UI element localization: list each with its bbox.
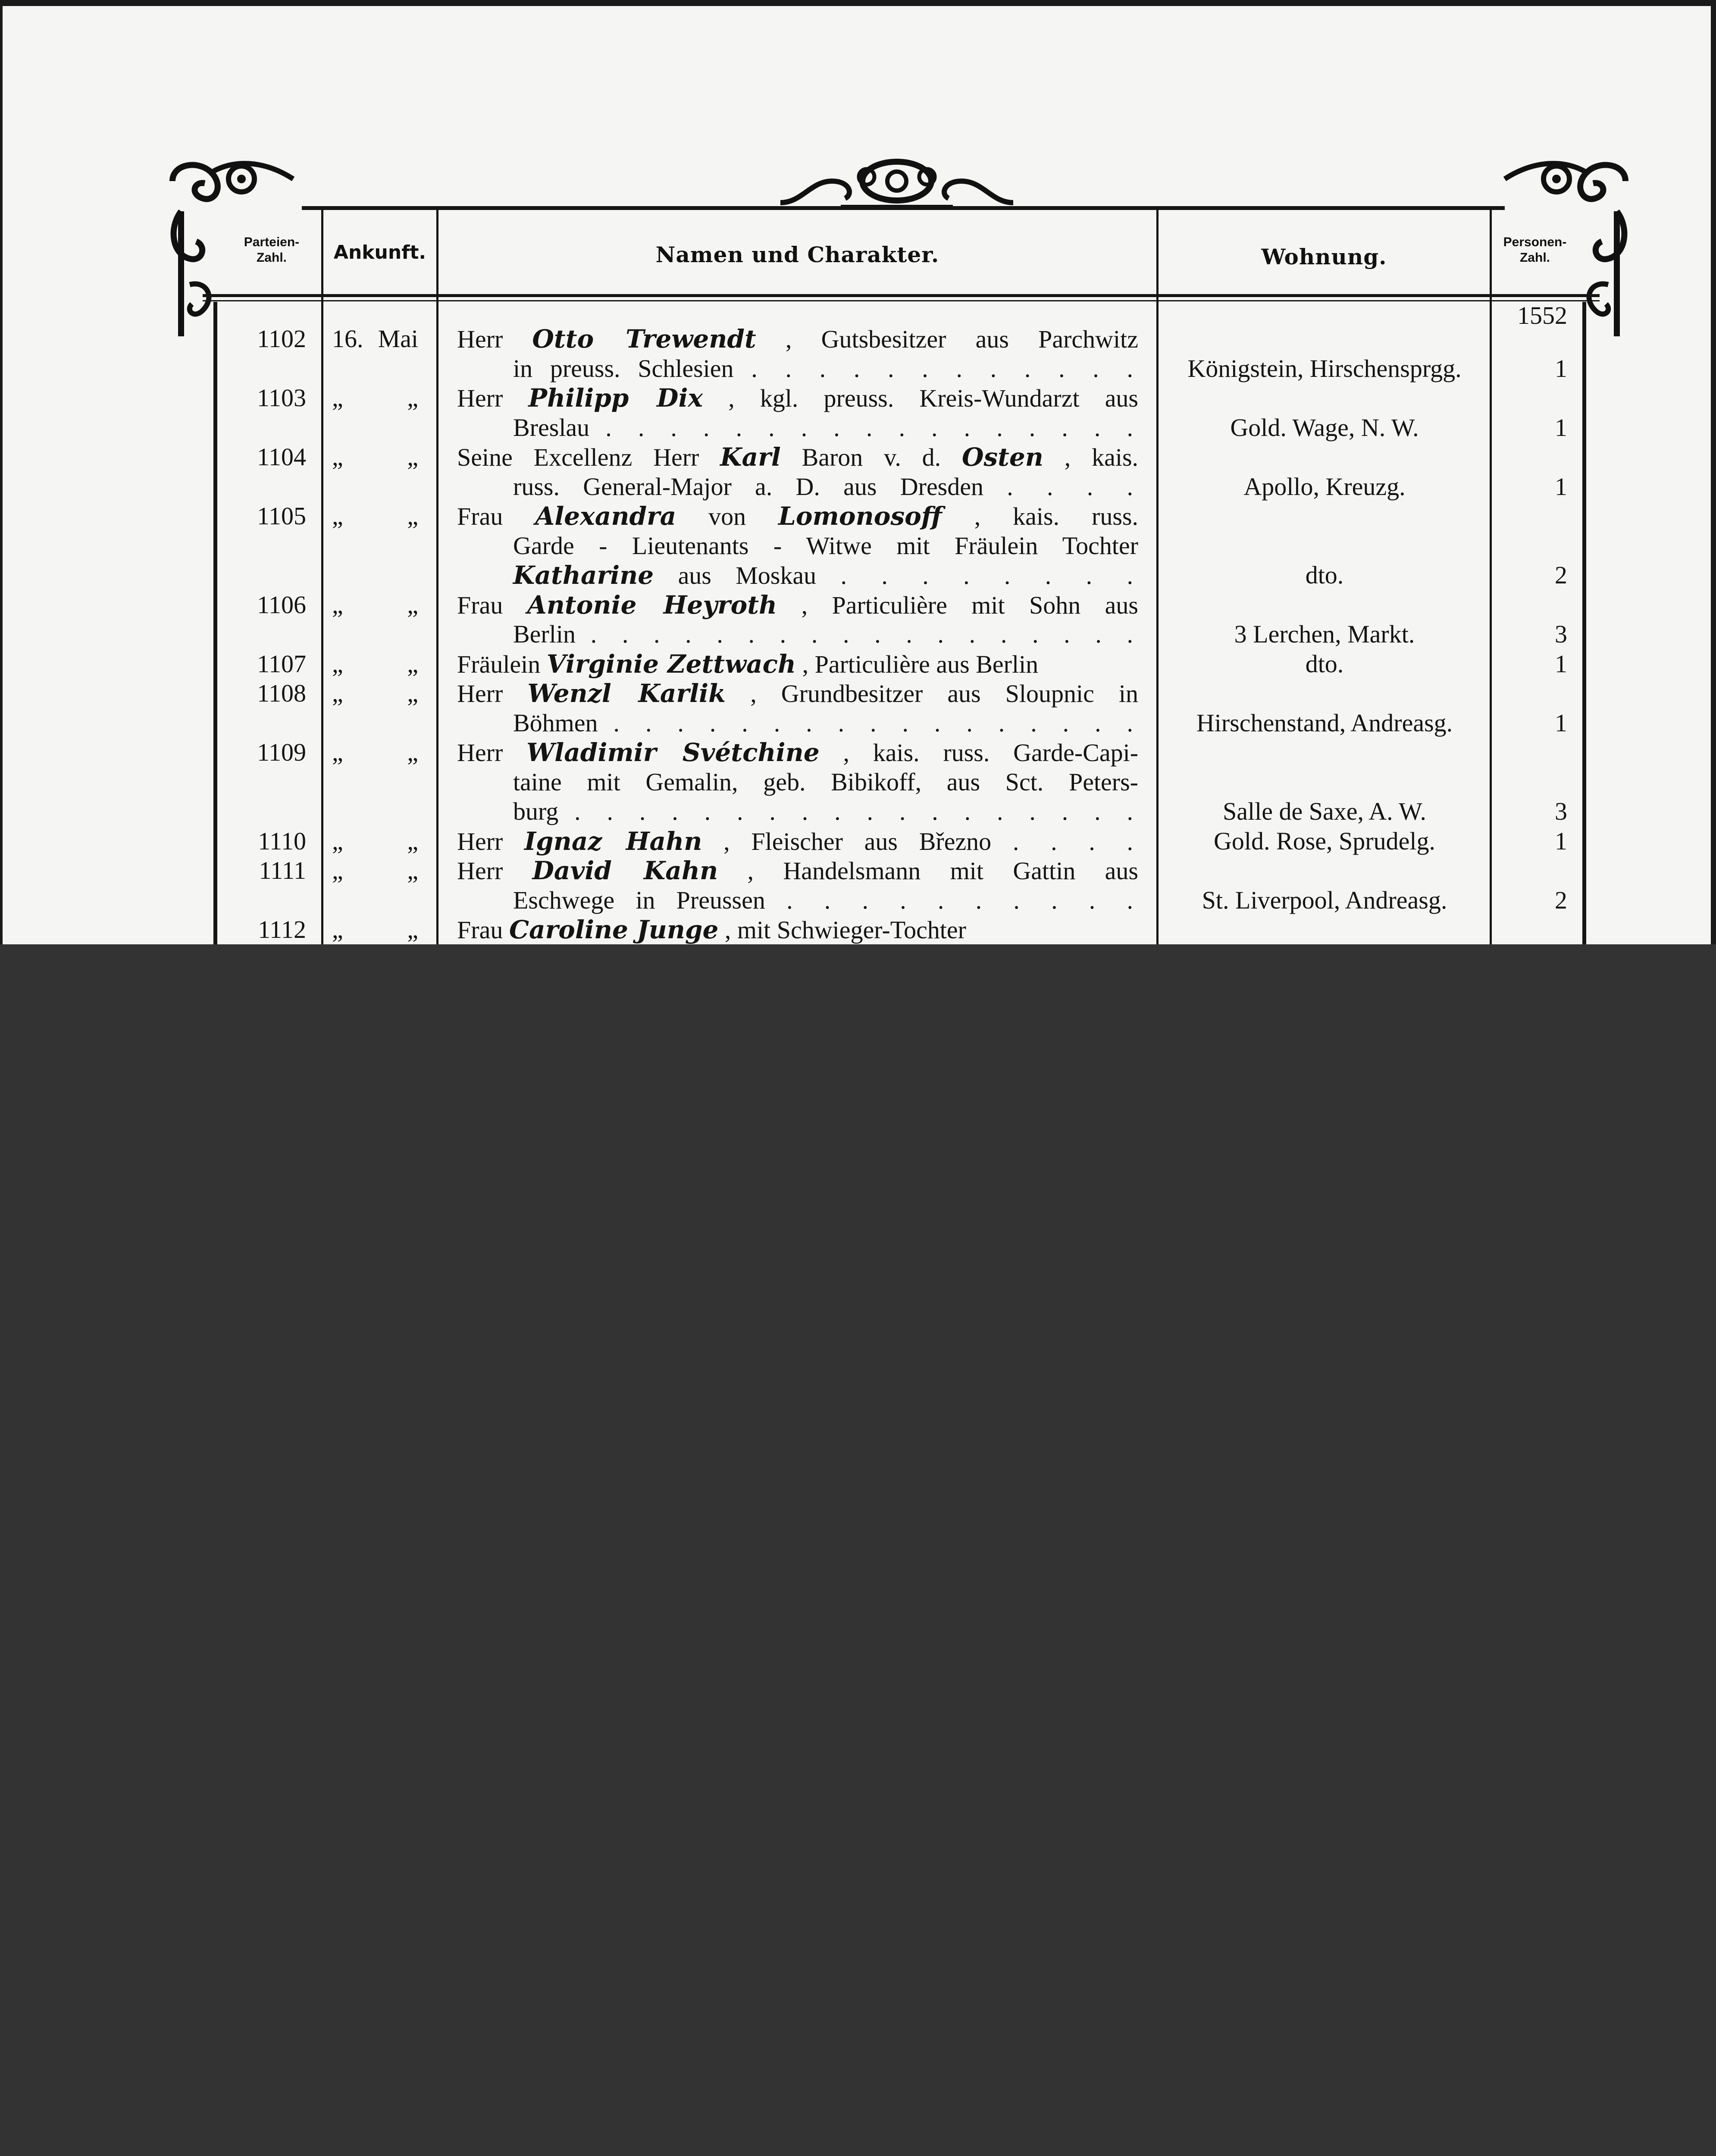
personen-count: 2	[1555, 886, 1567, 914]
scan-edge-top	[0, 0, 1716, 6]
header-bottom-rule	[203, 294, 1600, 297]
personen-count: 2	[1555, 561, 1567, 589]
arrival-date	[332, 501, 418, 531]
personen-count: 3	[1555, 620, 1567, 648]
leader-dots: . . . . . . . . . . . .	[751, 354, 1139, 382]
arrival-day: „	[332, 590, 343, 619]
leader-dots: . . . . . . . . . .	[786, 886, 1138, 914]
person-name: David Kahn	[532, 856, 718, 885]
partei-number: 1104	[257, 443, 306, 471]
person-name: Alexandra	[535, 501, 676, 531]
partei-number: 1106	[257, 590, 306, 619]
arrival-day: „	[332, 856, 343, 884]
arrival-month: „	[407, 502, 418, 530]
description-text: , kais.	[1064, 443, 1139, 471]
wohnung-address: Königstein, Hirschensprgg.	[1187, 354, 1462, 382]
header-personen-zahl: Personen-Zahl.	[1503, 235, 1567, 265]
arrival-month: „	[407, 827, 418, 855]
wohnung-address: Salle de Saxe, A. W.	[1222, 797, 1426, 825]
col-divider-1	[321, 207, 323, 944]
leader-dots: . . . . . . . . . . . . . . . . .	[605, 413, 1138, 442]
arrival-date	[332, 383, 418, 413]
description-text: Herr	[457, 680, 528, 708]
arrival-month: „	[407, 384, 418, 412]
person-name: Osten	[961, 442, 1043, 472]
description-text: Herr	[457, 384, 529, 412]
name-line	[457, 856, 1138, 886]
wohnung-address: Gold. Rose, Sprudelg.	[1214, 827, 1435, 855]
arrival-date	[332, 915, 418, 944]
description-text: Frau	[457, 502, 535, 530]
wohnung-address: 3 Lerchen, Markt.	[1234, 620, 1415, 648]
description-text: Berlin	[513, 620, 576, 648]
description-text: , Particulière aus Berlin	[802, 650, 1039, 678]
person-name: Wenzl Karlik	[527, 679, 726, 708]
header-ankunft: Ankunft.	[333, 241, 426, 263]
header-wohnung: Wohnung.	[1261, 244, 1387, 270]
person-name: Karl	[720, 442, 781, 472]
name-line	[513, 413, 1138, 442]
description-text: , kgl. preuss. Kreis-Wundarzt aus	[728, 384, 1139, 412]
wohnung-address: dto.	[1305, 649, 1344, 678]
description-text: von	[708, 502, 779, 530]
description-text: , Handelsmann mit Gattin aus	[747, 857, 1138, 885]
person-name: Antonie Heyroth	[527, 590, 777, 620]
personen-count: 1	[1555, 827, 1567, 855]
partei-number: 1105	[257, 502, 306, 530]
arrival-month: „	[407, 738, 418, 766]
name-line	[457, 915, 1138, 944]
carried-person-total: 1552	[1517, 301, 1567, 329]
partei-number: 1107	[257, 649, 306, 678]
header-top-rule	[302, 206, 1505, 210]
partei-number: 1109	[257, 738, 306, 766]
personen-count: 1	[1555, 354, 1567, 382]
wohnung-address: Gold. Wage, N. W.	[1230, 413, 1419, 442]
person-name: Katharine	[513, 561, 654, 590]
leader-dots: . . . . . . . .	[840, 561, 1138, 589]
leader-dots: . . . . . . . . . . . . . . . . . .	[590, 620, 1139, 648]
arrival-date	[332, 324, 418, 354]
document-page	[0, 0, 1716, 944]
description-text: Böhmen	[513, 708, 598, 737]
arrival-date	[332, 856, 418, 885]
description-text: Eschwege in Preussen	[513, 886, 765, 914]
personen-count: 1	[1555, 472, 1567, 501]
arrival-date	[332, 738, 418, 767]
name-line	[513, 797, 1138, 826]
arrival-month: „	[407, 443, 418, 471]
description-text: burg	[513, 797, 559, 825]
description-text: Herr	[457, 827, 524, 856]
personen-count: 1	[1555, 649, 1567, 678]
description-text: russ. General-Major a. D. aus Dresden	[513, 472, 984, 501]
leader-dots: . . . . . . . . . . . . . . . . . .	[574, 797, 1139, 825]
arrival-day: „	[332, 738, 343, 766]
arrival-date	[332, 590, 418, 620]
arrival-date	[332, 827, 418, 856]
arrival-date	[332, 649, 418, 679]
person-name: Wladimir Svétchine	[526, 738, 820, 767]
arrival-month: „	[407, 856, 418, 884]
name-line	[457, 679, 1138, 708]
description-text: , mit Schwieger-Tochter	[724, 916, 966, 944]
description-text: , Gutsbesitzer aus Parchwitz	[785, 325, 1138, 353]
name-line	[457, 738, 1138, 768]
wohnung-address: Apollo, Kreuzg.	[1243, 472, 1406, 501]
description-text: Baron v. d.	[802, 443, 962, 471]
arrival-day: 16.	[332, 325, 363, 353]
arrival-day: „	[332, 679, 343, 707]
arrival-month: „	[407, 590, 418, 619]
arrival-month: Mai	[378, 325, 418, 353]
person-name: Philipp Dix	[528, 383, 703, 413]
header-bottom-thin-rule	[203, 300, 1600, 301]
partei-number: 1112	[258, 915, 306, 943]
arrival-month: „	[407, 649, 418, 678]
partei-number: 1110	[258, 827, 306, 855]
name-line	[513, 531, 1138, 561]
leader-dots: . . . .	[1007, 472, 1139, 501]
scan-edge-left	[0, 0, 3, 944]
description-text: , Particulière mit Sohn aus	[801, 591, 1138, 619]
name-line	[457, 383, 1138, 413]
arrival-day: „	[332, 384, 343, 412]
col-divider-2	[436, 207, 438, 944]
description-text: taine mit Gemalin, geb. Bibikoff, aus Sct. Peters-	[513, 768, 1138, 796]
name-line	[513, 472, 1138, 501]
name-line	[513, 561, 1138, 590]
description-text: , Grundbesitzer aus Sloupnic in	[750, 680, 1138, 708]
partei-number: 1111	[259, 856, 306, 884]
arrival-day: „	[332, 827, 343, 855]
header-parteien-zahl: Parteien-Zahl.	[244, 235, 300, 265]
arrival-date	[332, 679, 418, 708]
wohnung-address: St. Liverpool, Andreasg.	[1202, 886, 1447, 914]
description-text: , kais. russ.	[974, 502, 1138, 530]
name-line	[457, 324, 1138, 354]
name-line	[457, 827, 1138, 856]
name-line	[513, 708, 1138, 738]
person-name: Virginie Zettwach	[546, 649, 796, 679]
name-line	[457, 649, 1138, 679]
description-text: Herr	[457, 739, 527, 767]
arrival-day: „	[332, 443, 343, 471]
description-text: , kais. russ. Garde-Capi-	[843, 739, 1139, 767]
description-text: Herr	[457, 325, 532, 353]
arrival-day: „	[332, 502, 343, 530]
description-text: aus Moskau	[678, 561, 817, 589]
partei-number: 1108	[257, 679, 306, 707]
header-namen-und-charakter: Namen und Charakter.	[655, 241, 939, 267]
description-text: Breslau	[513, 413, 590, 442]
description-text: , Fleischer aus Březno	[723, 827, 992, 856]
leader-dots: . . . .	[1012, 827, 1138, 856]
arrival-day: „	[332, 649, 343, 678]
partei-number: 1103	[257, 384, 306, 412]
description-text: in preuss. Schlesien	[513, 354, 734, 382]
wohnung-address: Hirschenstand, Andreasg.	[1196, 708, 1453, 737]
name-line	[457, 501, 1138, 531]
description-text: Seine Excellenz Herr	[457, 443, 720, 471]
left-border	[213, 302, 217, 944]
description-text: Fräulein	[457, 650, 547, 678]
personen-count: 1	[1555, 413, 1567, 442]
description-text: Garde - Lieutenants - Witwe mit Fräulein Tochter	[513, 531, 1138, 560]
wohnung-address: dto.	[1305, 561, 1344, 589]
col-divider-3	[1156, 207, 1159, 944]
name-line	[513, 768, 1138, 797]
arrival-month: „	[407, 679, 418, 707]
person-name: Ignaz Hahn	[524, 826, 702, 856]
personen-count: 3	[1555, 797, 1567, 825]
person-name: Lomonosoff	[778, 501, 942, 531]
personen-count: 1	[1555, 708, 1567, 737]
name-line	[457, 442, 1138, 472]
description-text: Herr	[457, 857, 532, 885]
description-text: Frau	[457, 916, 509, 944]
partei-number: 1102	[257, 325, 306, 353]
arrival-month: „	[407, 915, 418, 943]
name-line	[513, 620, 1138, 649]
arrival-date	[332, 442, 418, 472]
right-border	[1582, 302, 1586, 944]
description-text: Frau	[457, 591, 527, 619]
person-name: Otto Trewendt	[532, 324, 756, 354]
arrival-day: „	[332, 915, 343, 943]
scan-edge-right	[1711, 0, 1716, 944]
person-name: Caroline Junge	[509, 915, 719, 944]
name-line	[513, 886, 1138, 915]
leader-dots: . . . . . . . . . . . . . . . . .	[613, 708, 1139, 737]
name-line	[513, 354, 1138, 383]
name-line	[457, 590, 1138, 620]
